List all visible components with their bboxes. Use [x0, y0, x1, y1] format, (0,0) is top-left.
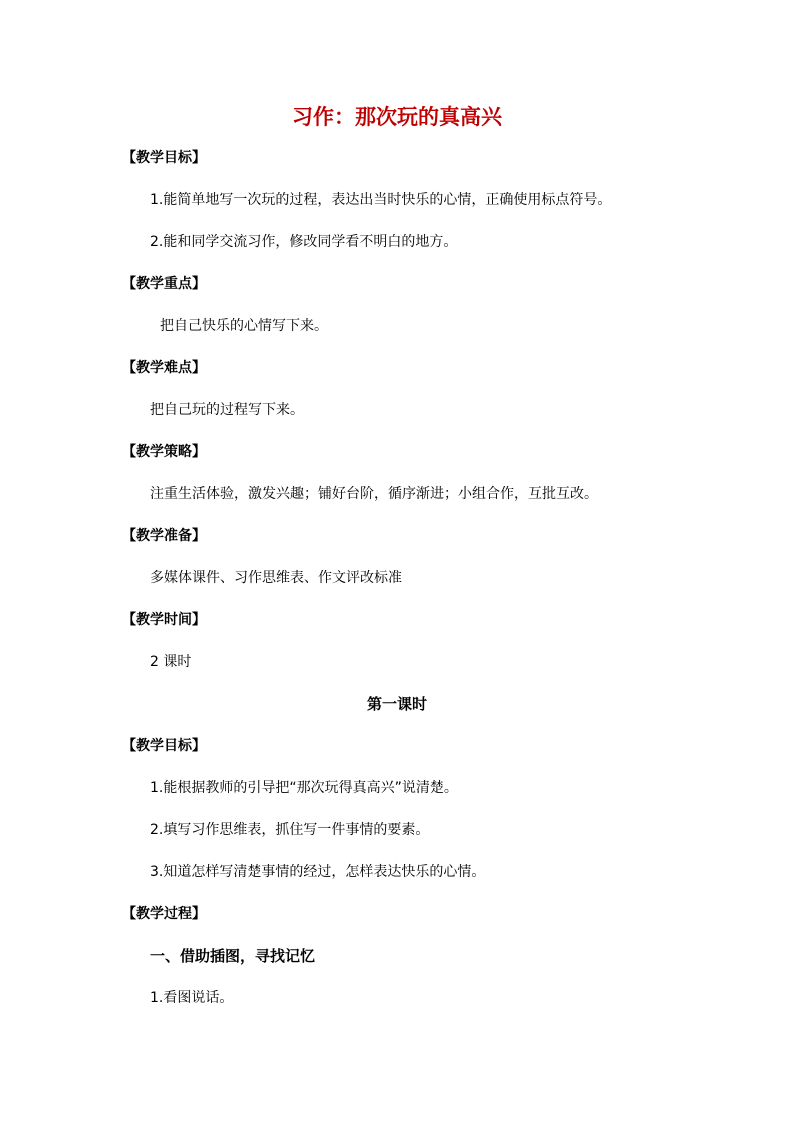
document-title: 习作：那次玩的真高兴: [292, 105, 502, 129]
process-heading: 【教学过程】: [122, 906, 206, 922]
time-text: 2 课时: [150, 654, 192, 670]
lesson1-goal-item-3: 3.知道怎样写清楚事情的经过，怎样表达快乐的心情。: [150, 864, 486, 880]
difficulties-heading: 【教学难点】: [122, 360, 206, 376]
lesson1-title: 第一课时: [366, 695, 427, 713]
goals-heading: 【教学目标】: [122, 150, 206, 166]
lesson1-goals-heading: 【教学目标】: [122, 738, 206, 754]
goal-item-2: 2.能和同学交流习作，修改同学看不明白的地方。: [150, 234, 458, 250]
preparation-heading: 【教学准备】: [122, 528, 206, 544]
key-points-heading: 【教学重点】: [122, 276, 206, 292]
strategy-text: 注重生活体验，激发兴趣；铺好台阶，循序渐进；小组合作，互批互改。: [150, 486, 598, 502]
difficulties-text: 把自己玩的过程写下来。: [150, 402, 304, 418]
strategy-heading: 【教学策略】: [122, 444, 206, 460]
process-step1-title: 一、借助插图，寻找记忆: [150, 947, 316, 965]
preparation-text: 多媒体课件、习作思维表、作文评改标准: [150, 570, 402, 586]
key-points-text: 把自己快乐的心情写下来。: [160, 318, 328, 334]
time-heading: 【教学时间】: [122, 612, 206, 628]
goal-item-1: 1.能简单地写一次玩的过程，表达出当时快乐的心情，正确使用标点符号。: [150, 192, 612, 208]
lesson1-goal-item-2: 2.填写习作思维表，抓住写一件事情的要素。: [150, 822, 430, 838]
lesson1-goal-item-1: 1.能根据教师的引导把“那次玩得真高兴”说清楚。: [150, 780, 458, 796]
process-step1-item1: 1.看图说话。: [150, 990, 234, 1006]
